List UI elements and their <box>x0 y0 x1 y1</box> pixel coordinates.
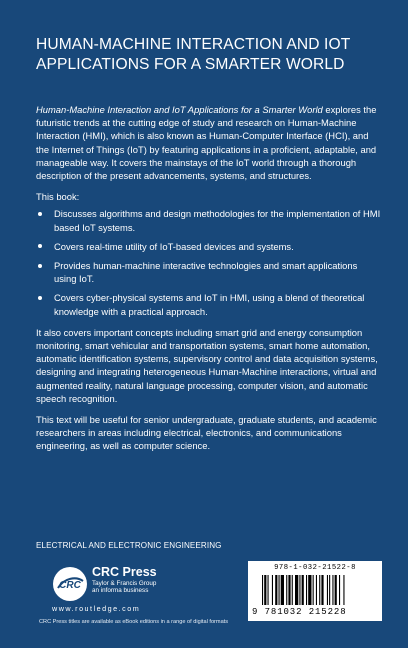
title-line-1: HUMAN-MACHINE INTERACTION AND IOT <box>36 36 351 53</box>
list-item <box>36 291 381 317</box>
barcode-bar <box>335 575 337 605</box>
barcode-bars <box>262 575 374 605</box>
crc-press-logo-icon <box>52 566 88 602</box>
publisher-group: Taylor & Francis Group <box>92 579 157 587</box>
publisher-name: CRC Press <box>92 565 157 579</box>
publisher-block <box>92 566 157 594</box>
bullet-icon <box>38 244 42 248</box>
publisher-business: an informa business <box>92 586 149 594</box>
list-item <box>36 207 381 233</box>
barcode-bar <box>281 575 284 605</box>
barcode-bar <box>308 575 311 605</box>
barcode-bar <box>313 575 314 605</box>
barcode-bar <box>292 575 293 605</box>
isbn-number: 978-1-032-21522-8 <box>274 564 356 572</box>
barcode-bar <box>295 575 298 605</box>
barcode-bar <box>343 575 344 605</box>
list-item-text: Provides human-machine interactive technologies and smart applications using IoT. <box>54 260 358 285</box>
barcode-bar <box>302 575 304 605</box>
back-cover-blurb <box>36 103 381 461</box>
barcode-bar <box>275 575 277 605</box>
audience-paragraph: This text will be useful for senior undergraduate, graduate students, and academic researchers in areas including electrical, electronics, and communications engineering, as well as computer science. <box>36 414 377 452</box>
barcode-bar <box>306 575 307 605</box>
barcode-bar <box>264 575 266 605</box>
list-item <box>36 240 381 253</box>
concepts-paragraph: It also covers important concepts including smart grid and energy consumption monitoring, smart vehicular and transportation systems, smart home automation, automatic identification systems, supervisory control and data acquisition systems, designing and integrating heterogeneous Human-Machine interactions, virtual and augmented reality, natural language processing, computer vision, and automatic speech recognition. <box>36 326 378 404</box>
intro-paragraph <box>36 103 381 182</box>
barcode-bar <box>268 575 269 605</box>
feature-list <box>36 207 381 317</box>
bullet-icon <box>38 212 42 216</box>
barcode-digits: 9 781032 215228 <box>252 607 347 617</box>
list-item-text: Covers cyber-physical systems and IoT in HMI, using a blend of theoretical knowledge with a practical approach. <box>54 292 365 317</box>
barcode-bar <box>279 575 280 605</box>
bullet-icon <box>38 264 42 268</box>
barcode-bar <box>327 575 328 605</box>
subject-category: ELECTRICAL AND ELECTRONIC ENGINEERING <box>36 541 222 550</box>
barcode-bar <box>329 575 330 605</box>
list-item-text: Covers real-time utility of IoT-based devices and systems. <box>54 240 294 252</box>
list-item-text: Discusses algorithms and design methodologies for the implementation of HMI based IoT systems. <box>54 208 381 233</box>
barcode-bar <box>299 575 300 605</box>
logo-text: CRC <box>59 580 81 591</box>
barcode-bar <box>319 575 320 605</box>
book-title <box>36 35 386 75</box>
barcode-bar <box>288 575 290 605</box>
barcode-bar <box>286 575 287 605</box>
barcode-bar <box>262 575 263 605</box>
title-line-2: APPLICATIONS FOR A SMARTER WORLD <box>36 56 345 73</box>
bullet-icon <box>38 296 42 300</box>
barcode-bar <box>272 575 273 605</box>
intro-book-title: Human-Machine Interaction and IoT Applications for a Smarter World <box>36 104 323 115</box>
barcode-bar <box>316 575 317 605</box>
publisher-website: www.routledge.com <box>52 604 141 613</box>
barcode-bar <box>332 575 333 605</box>
ebook-note: CRC Press titles are available as eBook editions in a range of digital formats <box>39 619 229 625</box>
isbn-barcode <box>248 561 382 621</box>
intro-text: explores the futuristic trends at the cutting edge of study and research on Human-Machine Interaction (HMI), which is also known as Human-Computer Interface (HCI), and the Internet of Things (IoT) by featuring applications in a proficient, adaptable, and manageable way. It covers the mainstays of the IoT world through a thorough description of the present advancements, systems, and structures. <box>36 104 377 182</box>
list-item <box>36 259 381 285</box>
this-book-label: This book: <box>36 191 80 203</box>
barcode-bar <box>339 575 340 605</box>
barcode-bar <box>321 575 323 605</box>
